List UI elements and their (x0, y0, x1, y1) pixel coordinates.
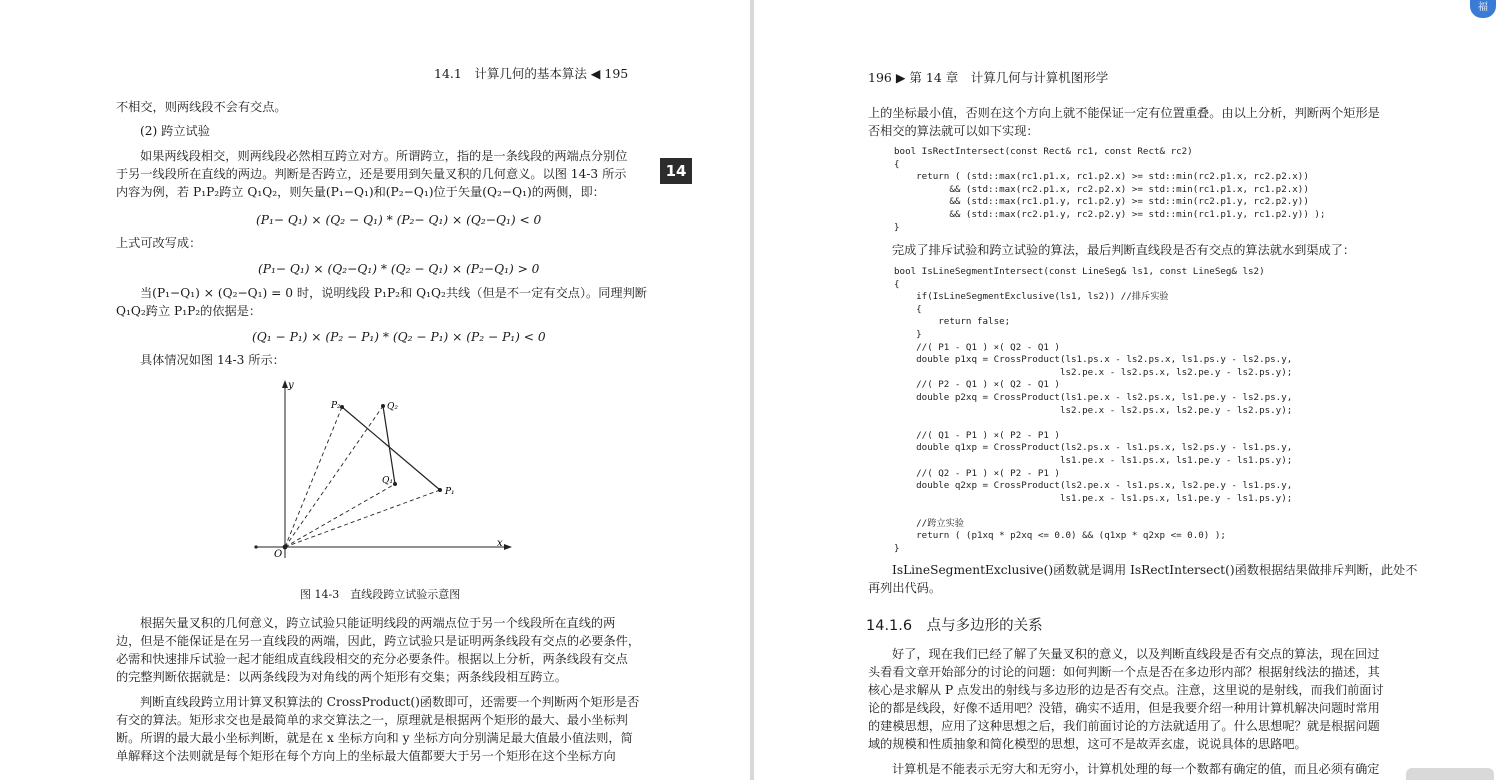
corner-floating-button[interactable]: 福 (1470, 0, 1496, 18)
figure-caption: 图 14-3 直线段跨立试验示意图 (300, 588, 461, 601)
equation: (P₁− Q₁) × (Q₂−Q₁) * (Q₂ − Q₁) × (P₂−Q₁) > 0 (258, 262, 540, 276)
paragraph-line: 头看看文章开始部分的讨论的问题：如何判断一个点是否在多边形内部？根据射线法的描述，其 (868, 665, 1380, 679)
equation: (P₁− Q₁) × (Q₂ − Q₁) * (P₂− Q₁) × (Q₂−Q₁) < 0 (256, 213, 542, 227)
paragraph-line: IsLineSegmentExclusive()函数就是调用 IsRectIntersect()函数根据结果做排斥判断，此处不 (892, 563, 1418, 577)
chapter-tab: 14 (660, 158, 692, 184)
label-p2: P₂ (331, 401, 341, 411)
paragraph-line: 上的坐标最小值，否则在这个方向上就不能保证一定有位置重叠。由以上分析，判断两个矩形是 (868, 106, 1380, 120)
paragraph-line: 单解释这个法则就是每个矩形在每个方向上的坐标最大值都要大于另一个矩形在这个坐标方向 (116, 749, 616, 763)
paragraph-line: 必需和快速排斥试验一起才能组成直线段相交的充分必要条件。根据以上分析，两条线段有交点 (116, 652, 628, 666)
paragraph-line: 断。所谓的最大最小坐标判断，就是在 x 坐标方向和 y 坐标方向分别满足最大值最小值法则，简 (116, 731, 633, 745)
left-page-header: 14.1 计算几何的基本算法 ◀ 195 (434, 66, 629, 81)
label-q1: Q₁ (382, 476, 393, 486)
paragraph-line: 的完整判断依据就是：以两条线段为对角线的两个矩形有交集；两条线段相互跨立。 (116, 670, 567, 684)
label-y: y (288, 380, 294, 391)
paragraph-line: 根据矢量叉积的几何意义，跨立试验只能证明线段的两端点位于另一个线段所在直线的两 (140, 616, 616, 630)
equation: (Q₁ − P₁) × (P₂ − P₁) * (Q₂ − P₁) × (P₂ − P₁) < 0 (252, 330, 546, 344)
paragraph-line: 上式可改写成： (116, 236, 202, 250)
paragraph-line: 当(P₁−Q₁) × (Q₂−Q₁) = 0 时，说明线段 P₁P₂和 Q₁Q₂共线（但是不一定有交点）。同理判断 (140, 286, 647, 300)
paragraph-line: 如果两线段相交，则两线段必然相互跨立对方。所谓跨立，指的是一条线段的两端点分别位 (140, 149, 628, 163)
paragraph-line: 有交的算法。矩形求交也是最简单的求交算法之一，原理就是根据两个矩形的最大、最小坐标判 (116, 713, 628, 727)
paragraph-line: 内容为例，若 P₁P₂跨立 Q₁Q₂，则矢量(P₁−Q₁)和(P₂−Q₁)位于矢量(Q₂−Q₁)的两侧，即： (116, 185, 605, 199)
paragraph-line: 于另一线段所在直线的两边。判断是否跨立，还是要用到矢量叉积的几何意义。以图 14-3 所示 (116, 167, 627, 181)
paragraph-line: 判断直线段跨立用计算叉积算法的 CrossProduct()函数即可，还需要一个判断两个矩形是否 (140, 695, 640, 709)
vector-op1 (285, 490, 440, 547)
paragraph-line: 不相交，则两线段不会有交点。 (116, 100, 287, 114)
code-block-line-intersect: bool IsLineSegmentIntersect(const LineSeg& ls1, const LineSeg& ls2) { if(IsLineSegmentExclusive(ls1, ls2)) //排斥实验 { return false; } //( P1 - Q1 ) ×( Q2 - Q1 ) double p1xq = CrossProduct(ls1.ps.x - ls2.ps.x, ls1.ps.y - ls2.ps.y, ls2.pe.x - ls2.ps.x, ls2.pe.y - ls2.ps.y); //( P2 - Q1 ) ×( Q2 - Q1 ) double p2xq = CrossProduct(ls1.pe.x - ls2.ps.x, ls1.pe.y - ls2.ps.y, ls2.pe.x - ls2.ps.x, ls2.pe.y - ls2.ps.y); //( Q1 - P1 ) ×( P2 - P1 ) double q1xp = CrossProduct(ls2.ps.x - ls1.ps.x, ls2.ps.y - ls1.ps.y, ls1.pe.x - ls1.ps.x, ls1.pe.y - ls1.ps.y); //( Q2 - P1 ) ×( P2 - P1 ) double q2xp = CrossProduct(ls2.pe.x - ls1.ps.x, ls2.pe.y - ls1.ps.y, ls1.pe.x - ls1.ps.x, ls1.pe.y - ls1.ps.y); //跨立实验 return ( (p1xq * p2xq <= 0.0) && (q1xp * q2xp <= 0.0) ); } (894, 266, 1293, 555)
x-axis-arrow (504, 544, 512, 550)
segment-q1q2 (383, 406, 395, 484)
paragraph-line: 再列出代码。 (868, 581, 942, 595)
axis-endpoint (254, 545, 257, 548)
paragraph-line: 计算机是不能表示无穷大和无穷小，计算机处理的每一个数都有确定的值，而且必须有确定 (892, 762, 1380, 776)
bottom-right-tab[interactable] (1406, 768, 1494, 780)
paragraph-line: 完成了排斥试验和跨立试验的算法，最后判断直线段是否有交点的算法就水到渠成了： (892, 243, 1356, 257)
right-page (754, 0, 1500, 780)
paragraph-line: 的建模思想，应用了这种思想之后，我们前面讨论的方法就适用了。什么思想呢？就是根据问题 (868, 719, 1380, 733)
label-q2: Q₂ (387, 402, 398, 412)
vector-oq1 (285, 484, 395, 547)
point-p1 (438, 488, 442, 492)
label-x: x (497, 538, 503, 549)
label-p1: P₁ (445, 487, 455, 497)
paragraph-line: 论的都是线段，好像不适用吧？没错，确实不适用，但是我要介绍一种用计算机解决问题时常用 (868, 701, 1380, 715)
right-page-header: 196 ▶ 第 14 章 计算几何与计算机图形学 (868, 70, 1109, 85)
paragraph-line: 好了，现在我们已经了解了矢量叉积的意义，以及判断直线段是否有交点的算法，现在回过 (892, 647, 1380, 661)
point-q2 (381, 404, 385, 408)
paragraph-line: 核心是求解从 P 点发出的射线与多边形的边是否有交点。注意，这里说的是射线，而我们前面讨 (868, 683, 1384, 697)
paragraph-line: 具体情况如图 14-3 所示： (140, 353, 285, 367)
section-title: 14.1.6 点与多边形的关系 (866, 618, 1043, 634)
crossing-test-figure (250, 374, 520, 564)
paragraph-line: 边，但是不能保证是在另一直线段的两端，因此，跨立试验只是证明两条线段有交点的必要条件， (116, 634, 641, 648)
point-q1 (393, 482, 397, 486)
label-origin: O (274, 549, 283, 560)
paragraph-line: 否相交的算法就可以如下实现： (868, 124, 1039, 138)
paragraph-line: 域的规模和性质抽象和简化模型的思想，这可不是故弄玄虚，说说具体的思路吧。 (868, 737, 1307, 751)
paragraph-line: Q₁Q₂跨立 P₁P₂的依据是： (116, 304, 262, 318)
code-block-rect-intersect: bool IsRectIntersect(const Rect& rc1, const Rect& rc2) { return ( (std::max(rc1.p1.x, rc1.p2.x) >= std::min(rc2.p1.x, rc2.p2.x)) && (std::max(rc2.p1.x, rc2.p2.x) >= std::min(rc1.p1.x, rc1.p2.x)) && (std::max(rc1.p1.y, rc1.p2.y) >= std::min(rc2.p1.y, rc2.p2.y)) && (std::max(rc2.p1.y, rc2.p2.y) >= std::min(rc1.p1.y, rc1.p2.y)) ); } (894, 146, 1326, 233)
subheading: (2) 跨立试验 (140, 124, 210, 138)
